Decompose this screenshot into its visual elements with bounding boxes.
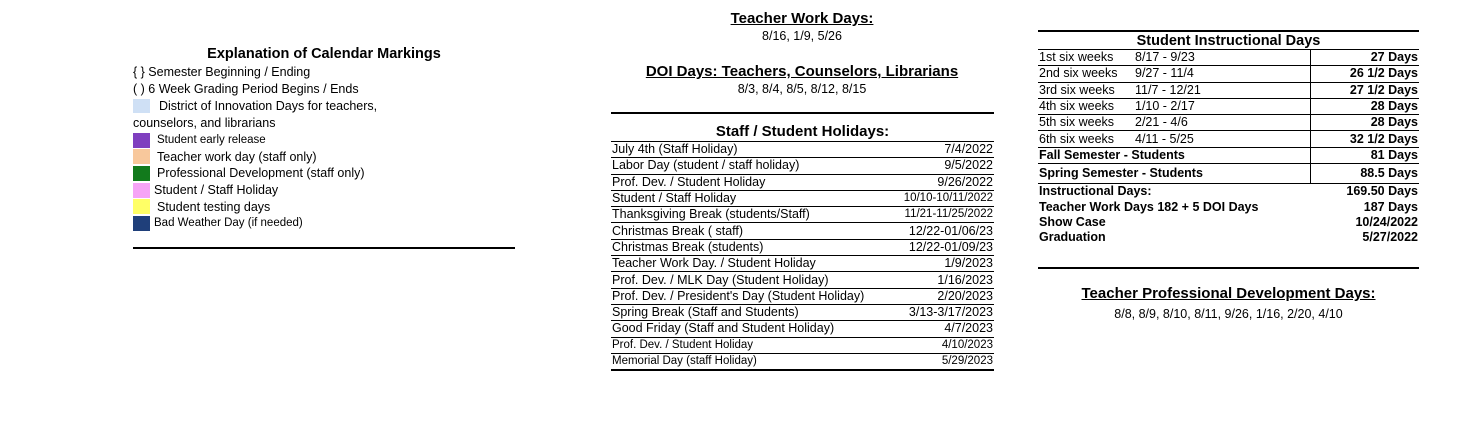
holiday-row <box>611 353 994 370</box>
teacher-work-day-swatch <box>133 149 150 164</box>
holiday-name: July 4th (Staff Holiday) <box>611 142 893 158</box>
holiday-row <box>611 174 994 190</box>
six-weeks-row <box>1038 115 1419 131</box>
holiday-date: 12/22-01/06/23 <box>893 223 994 239</box>
teacher-work-days-title: Teacher Work Days: <box>730 10 874 27</box>
doi-days-dates: 8/3, 8/4, 8/5, 8/12, 8/15 <box>737 82 867 96</box>
totals-label: Show Case <box>1039 214 1106 229</box>
legend-item-label: Professional Development (staff only) <box>157 166 365 181</box>
holiday-name: Christmas Break ( staff) <box>611 223 893 239</box>
totals-label: Instructional Days: <box>1038 184 1311 200</box>
holiday-row <box>611 272 994 288</box>
testing-swatch <box>133 199 150 214</box>
totals-value: 5/27/2022 <box>1362 230 1418 245</box>
six-weeks-row <box>1038 50 1419 66</box>
spring-semester-days: 88.5 Days <box>1311 164 1420 184</box>
legend-title: Explanation of Calendar Markings <box>207 46 441 62</box>
legend-item-holiday <box>133 182 515 199</box>
legend-item-label: Student early release <box>157 134 266 147</box>
holiday-row <box>611 321 994 337</box>
holidays-title: Staff / Student Holidays: <box>715 123 890 140</box>
holidays-table <box>611 141 994 371</box>
totals-row <box>1038 199 1419 214</box>
period-days: 27 Days <box>1311 50 1420 66</box>
legend-item-early-release <box>133 132 515 149</box>
holiday-date: 5/29/2023 <box>893 353 994 370</box>
holiday-name: Prof. Dev. / Student Holiday <box>611 174 893 190</box>
fall-semester-label: Fall Semester - Students <box>1038 147 1311 163</box>
holiday-row <box>611 239 994 255</box>
teacher-work-days-section <box>612 10 992 43</box>
legend-item-label: Teacher work day (staff only) <box>157 149 317 164</box>
professional-development-dates: 8/8, 8/9, 8/10, 8/11, 9/26, 1/16, 2/20, 4/10 <box>1114 307 1343 321</box>
period-days: 26 1/2 Days <box>1311 66 1420 82</box>
holiday-row <box>611 337 994 353</box>
legend-item-bad-weather <box>133 215 515 232</box>
holiday-swatch <box>133 183 150 198</box>
legend-grading-line: ( ) 6 Week Grading Period Begins / Ends <box>133 82 359 96</box>
totals-value: 169.50 Days <box>1311 184 1420 200</box>
holiday-name: Prof. Dev. / Student Holiday <box>611 337 893 353</box>
legend-semester-line: { } Semester Beginning / Ending <box>133 65 311 79</box>
legend-item-testing <box>133 198 515 215</box>
period-range: 4/11 - 5/25 <box>1134 131 1311 147</box>
fall-semester-row <box>1038 147 1419 163</box>
holiday-row <box>611 288 994 304</box>
holiday-name: Spring Break (Staff and Students) <box>611 304 893 320</box>
instructional-title: Student Instructional Days <box>1136 33 1321 49</box>
legend-doi-line: District of Innovation Days for teachers, <box>133 98 515 115</box>
holiday-name: Labor Day (student / staff holiday) <box>611 158 893 174</box>
holiday-date: 12/22-01/09/23 <box>893 239 994 255</box>
period-range: 11/7 - 12/21 <box>1134 82 1311 98</box>
period-days: 28 Days <box>1311 98 1420 114</box>
legend-item-professional-development <box>133 165 515 182</box>
period-days: 27 1/2 Days <box>1311 82 1420 98</box>
legend-divider <box>133 247 515 249</box>
period-range: 8/17 - 9/23 <box>1134 50 1311 66</box>
holiday-row <box>611 223 994 239</box>
totals-label: Graduation <box>1039 230 1106 245</box>
holiday-row <box>611 190 994 206</box>
period-days: 28 Days <box>1311 115 1420 131</box>
holidays-section <box>611 112 994 371</box>
holiday-name: Prof. Dev. / President's Day (Student Holiday) <box>611 288 893 304</box>
period-name: 4th six weeks <box>1038 98 1134 114</box>
instructional-days-section <box>1038 30 1419 269</box>
six-weeks-row <box>1038 66 1419 82</box>
six-weeks-row <box>1038 131 1419 147</box>
professional-development-title: Teacher Professional Development Days: <box>1081 285 1376 302</box>
holiday-date: 7/4/2022 <box>893 142 994 158</box>
period-name: 5th six weeks <box>1038 115 1134 131</box>
holiday-row <box>611 304 994 320</box>
totals-row <box>1038 184 1419 200</box>
period-range: 1/10 - 2/17 <box>1134 98 1311 114</box>
instructional-table <box>1038 49 1419 245</box>
totals-value: 10/24/2022 <box>1355 214 1418 229</box>
holiday-date: 11/21-11/25/2022 <box>893 207 994 223</box>
holiday-date: 4/7/2023 <box>893 321 994 337</box>
legend-item-label: Student testing days <box>157 199 271 214</box>
six-weeks-row <box>1038 98 1419 114</box>
holiday-row <box>611 142 994 158</box>
doi-days-title: DOI Days: Teachers, Counselors, Librarians <box>645 63 959 80</box>
totals-value: 187 Days <box>1363 199 1418 214</box>
holiday-name: Christmas Break (students) <box>611 239 893 255</box>
six-weeks-row <box>1038 82 1419 98</box>
period-name: 2nd six weeks <box>1038 66 1134 82</box>
fall-semester-days: 81 Days <box>1311 147 1420 163</box>
period-name: 6th six weeks <box>1038 131 1134 147</box>
holiday-row <box>611 207 994 223</box>
totals-row <box>1038 230 1419 245</box>
totals-label: Teacher Work Days 182 + 5 DOI Days <box>1039 199 1259 214</box>
instructional-bottom-rule <box>1038 267 1419 269</box>
holiday-row <box>611 256 994 272</box>
legend-doi-line-cont: counselors, and librarians <box>133 116 276 130</box>
holiday-date: 10/10-10/11/2022 <box>893 190 994 206</box>
holiday-date: 9/26/2022 <box>893 174 994 190</box>
early-release-swatch <box>133 133 150 148</box>
holiday-name: Good Friday (Staff and Student Holiday) <box>611 321 893 337</box>
spring-semester-row <box>1038 164 1419 184</box>
holiday-date: 9/5/2022 <box>893 158 994 174</box>
holiday-name: Thanksgiving Break (students/Staff) <box>611 207 893 223</box>
bad-weather-swatch <box>133 216 150 231</box>
totals-row <box>1038 215 1419 230</box>
holiday-name: Teacher Work Day. / Student Holiday <box>611 256 893 272</box>
period-range: 9/27 - 11/4 <box>1134 66 1311 82</box>
teacher-work-days-dates: 8/16, 1/9, 5/26 <box>762 29 842 43</box>
legend-item-label: Student / Staff Holiday <box>154 183 279 198</box>
holiday-name: Student / Staff Holiday <box>611 190 893 206</box>
period-range: 2/21 - 4/6 <box>1134 115 1311 131</box>
holiday-name: Prof. Dev. / MLK Day (Student Holiday) <box>611 272 893 288</box>
legend-item-teacher-work-day <box>133 149 515 166</box>
holiday-date: 2/20/2023 <box>893 288 994 304</box>
calendar-legend <box>133 46 515 232</box>
spring-semester-label: Spring Semester - Students <box>1038 164 1311 184</box>
holiday-row <box>611 158 994 174</box>
period-name: 1st six weeks <box>1038 50 1134 66</box>
holiday-date: 1/9/2023 <box>893 256 994 272</box>
holiday-date: 1/16/2023 <box>893 272 994 288</box>
holiday-date: 3/13-3/17/2023 <box>893 304 994 320</box>
period-name: 3rd six weeks <box>1038 82 1134 98</box>
doi-days-section <box>612 63 992 96</box>
holiday-date: 4/10/2023 <box>893 337 994 353</box>
legend-item-label: Bad Weather Day (if needed) <box>154 217 303 230</box>
professional-development-section <box>1038 285 1419 321</box>
period-days: 32 1/2 Days <box>1311 131 1420 147</box>
professional-development-swatch <box>133 166 150 181</box>
holiday-name: Memorial Day (staff Holiday) <box>611 353 893 370</box>
